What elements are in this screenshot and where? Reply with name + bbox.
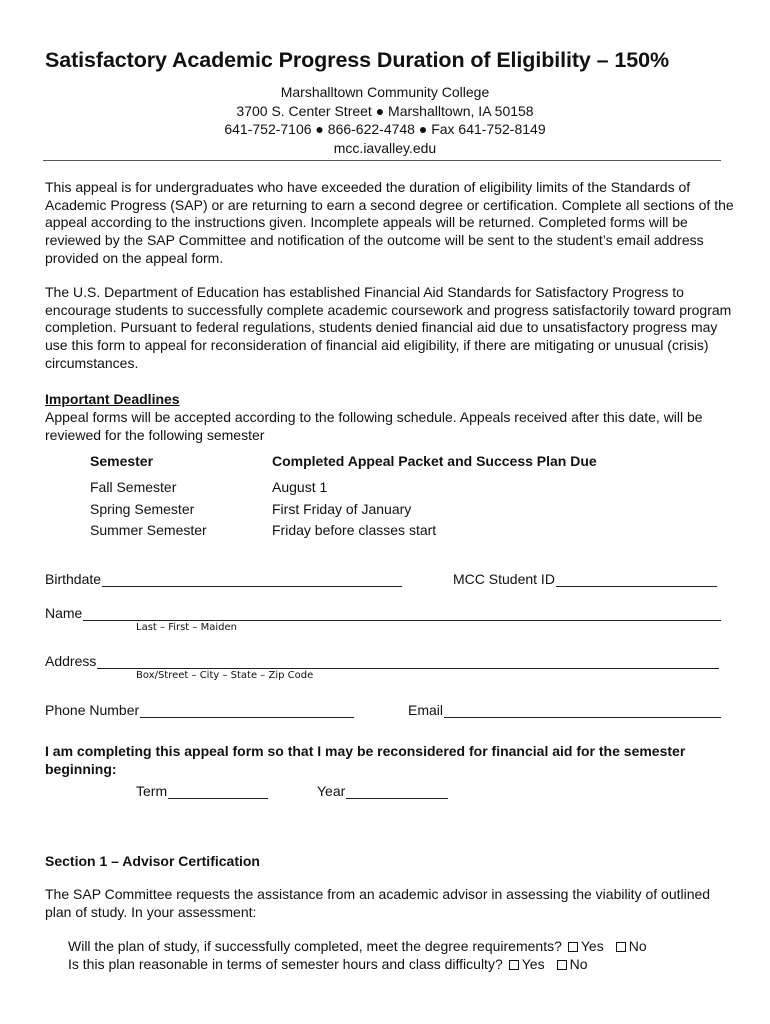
name-hint: Last – First – Maiden	[136, 622, 237, 633]
college-header	[0, 83, 770, 157]
row-due: Friday before classes start	[272, 522, 437, 538]
birthdate-label: Birthdate	[45, 571, 102, 587]
table-row	[90, 522, 437, 538]
student-id-label: MCC Student ID	[453, 571, 555, 587]
email-label: Email	[408, 702, 444, 718]
document-title: Satisfactory Academic Progress Duration of Eligibility – 150%	[45, 48, 669, 72]
deadlines-heading: Important Deadlines	[45, 391, 180, 407]
email-field	[408, 702, 721, 718]
department-paragraph: The U.S. Department of Education has established Financial Aid Standards for Satisfactory Progress to encourage students to successfully complete academic coursework and progress satisfactorily toward program completion. Pursuant to federal regulations, students denied financial aid due to unsatisfactory progress may use this form to appeal for reconsideration of financial aid eligibility, if there are mitigating or unusual (crisis) circumstances.	[45, 284, 732, 371]
student-id-field	[453, 571, 717, 587]
section1-text: The SAP Committee requests the assistance from an academic advisor in assessing the viability of outlined plan of study. In your assessment:	[45, 886, 711, 920]
advisor-question-2	[68, 956, 587, 972]
address-field	[45, 653, 719, 669]
no-checkbox[interactable]	[557, 960, 567, 970]
row-semester: Summer Semester	[90, 522, 207, 538]
intro-paragraph: This appeal is for undergraduates who have exceeded the duration of eligibility limits of the Standards of Academic Progress (SAP) or are returning to earn a second degree or certification. Complete all sections of the appeal according to the instructions given. Incomplete appeals will be returned. Completed forms will be reviewed by the SAP Committee and notification of the outcome will be sent to the student’s email address provided on the appeal form.	[45, 179, 734, 266]
phone-field	[45, 702, 354, 718]
name-field	[45, 605, 721, 621]
birthdate-input-line[interactable]	[102, 571, 402, 587]
yes-option	[503, 956, 545, 972]
question-text: Is this plan reasonable in terms of semester hours and class difficulty?	[68, 956, 503, 972]
college-website: mcc.iavalley.edu	[333, 139, 437, 156]
no-label: No	[569, 956, 588, 972]
address-hint: Box/Street – City – State – Zip Code	[136, 670, 314, 681]
term-input-line[interactable]	[168, 783, 268, 799]
table-row	[90, 501, 412, 517]
name-label: Name	[45, 605, 83, 621]
yes-label: Yes	[521, 956, 545, 972]
table-row	[90, 479, 328, 495]
phone-input-line[interactable]	[140, 702, 354, 718]
term-field	[136, 783, 268, 799]
no-checkbox[interactable]	[616, 942, 626, 952]
column-due: Completed Appeal Packet and Success Plan Due	[272, 453, 597, 469]
email-input-line[interactable]	[444, 702, 721, 718]
college-address: 3700 S. Center Street ● Marshalltown, IA 50158	[236, 102, 534, 119]
name-input-line[interactable]	[83, 605, 721, 621]
year-label: Year	[317, 783, 346, 799]
no-option	[610, 938, 647, 954]
row-due: August 1	[272, 479, 328, 495]
row-semester: Fall Semester	[90, 479, 177, 495]
row-due: First Friday of January	[272, 501, 412, 517]
row-semester: Spring Semester	[90, 501, 195, 517]
no-option	[551, 956, 588, 972]
deadlines-table-header	[90, 453, 597, 469]
birthdate-field	[45, 571, 402, 587]
student-id-input-line[interactable]	[556, 571, 717, 587]
reconsideration-statement: I am completing this appeal form so that I may be reconsidered for financial aid for the semester beginning:	[45, 743, 686, 777]
term-label: Term	[136, 783, 168, 799]
yes-option	[562, 938, 604, 954]
yes-checkbox[interactable]	[509, 960, 519, 970]
year-field	[317, 783, 448, 799]
college-name: Marshalltown Community College	[280, 84, 490, 100]
yes-checkbox[interactable]	[568, 942, 578, 952]
question-text: Will the plan of study, if successfully completed, meet the degree requirements?	[68, 938, 562, 954]
deadlines-text: Appeal forms will be accepted according to the following schedule. Appeals received after this date, will be reviewed for the following semester	[45, 409, 703, 443]
address-input-line[interactable]	[97, 653, 719, 669]
address-label: Address	[45, 653, 97, 669]
advisor-question-1	[68, 938, 647, 954]
header-divider	[43, 160, 721, 161]
year-input-line[interactable]	[346, 783, 448, 799]
no-label: No	[628, 938, 647, 954]
college-phones: 641-752-7106 ● 866-622-4748 ● Fax 641-752-8149	[224, 121, 546, 137]
column-semester: Semester	[90, 453, 154, 469]
section1-title: Section 1 – Advisor Certification	[45, 853, 260, 869]
phone-label: Phone Number	[45, 702, 140, 718]
yes-label: Yes	[580, 938, 604, 954]
